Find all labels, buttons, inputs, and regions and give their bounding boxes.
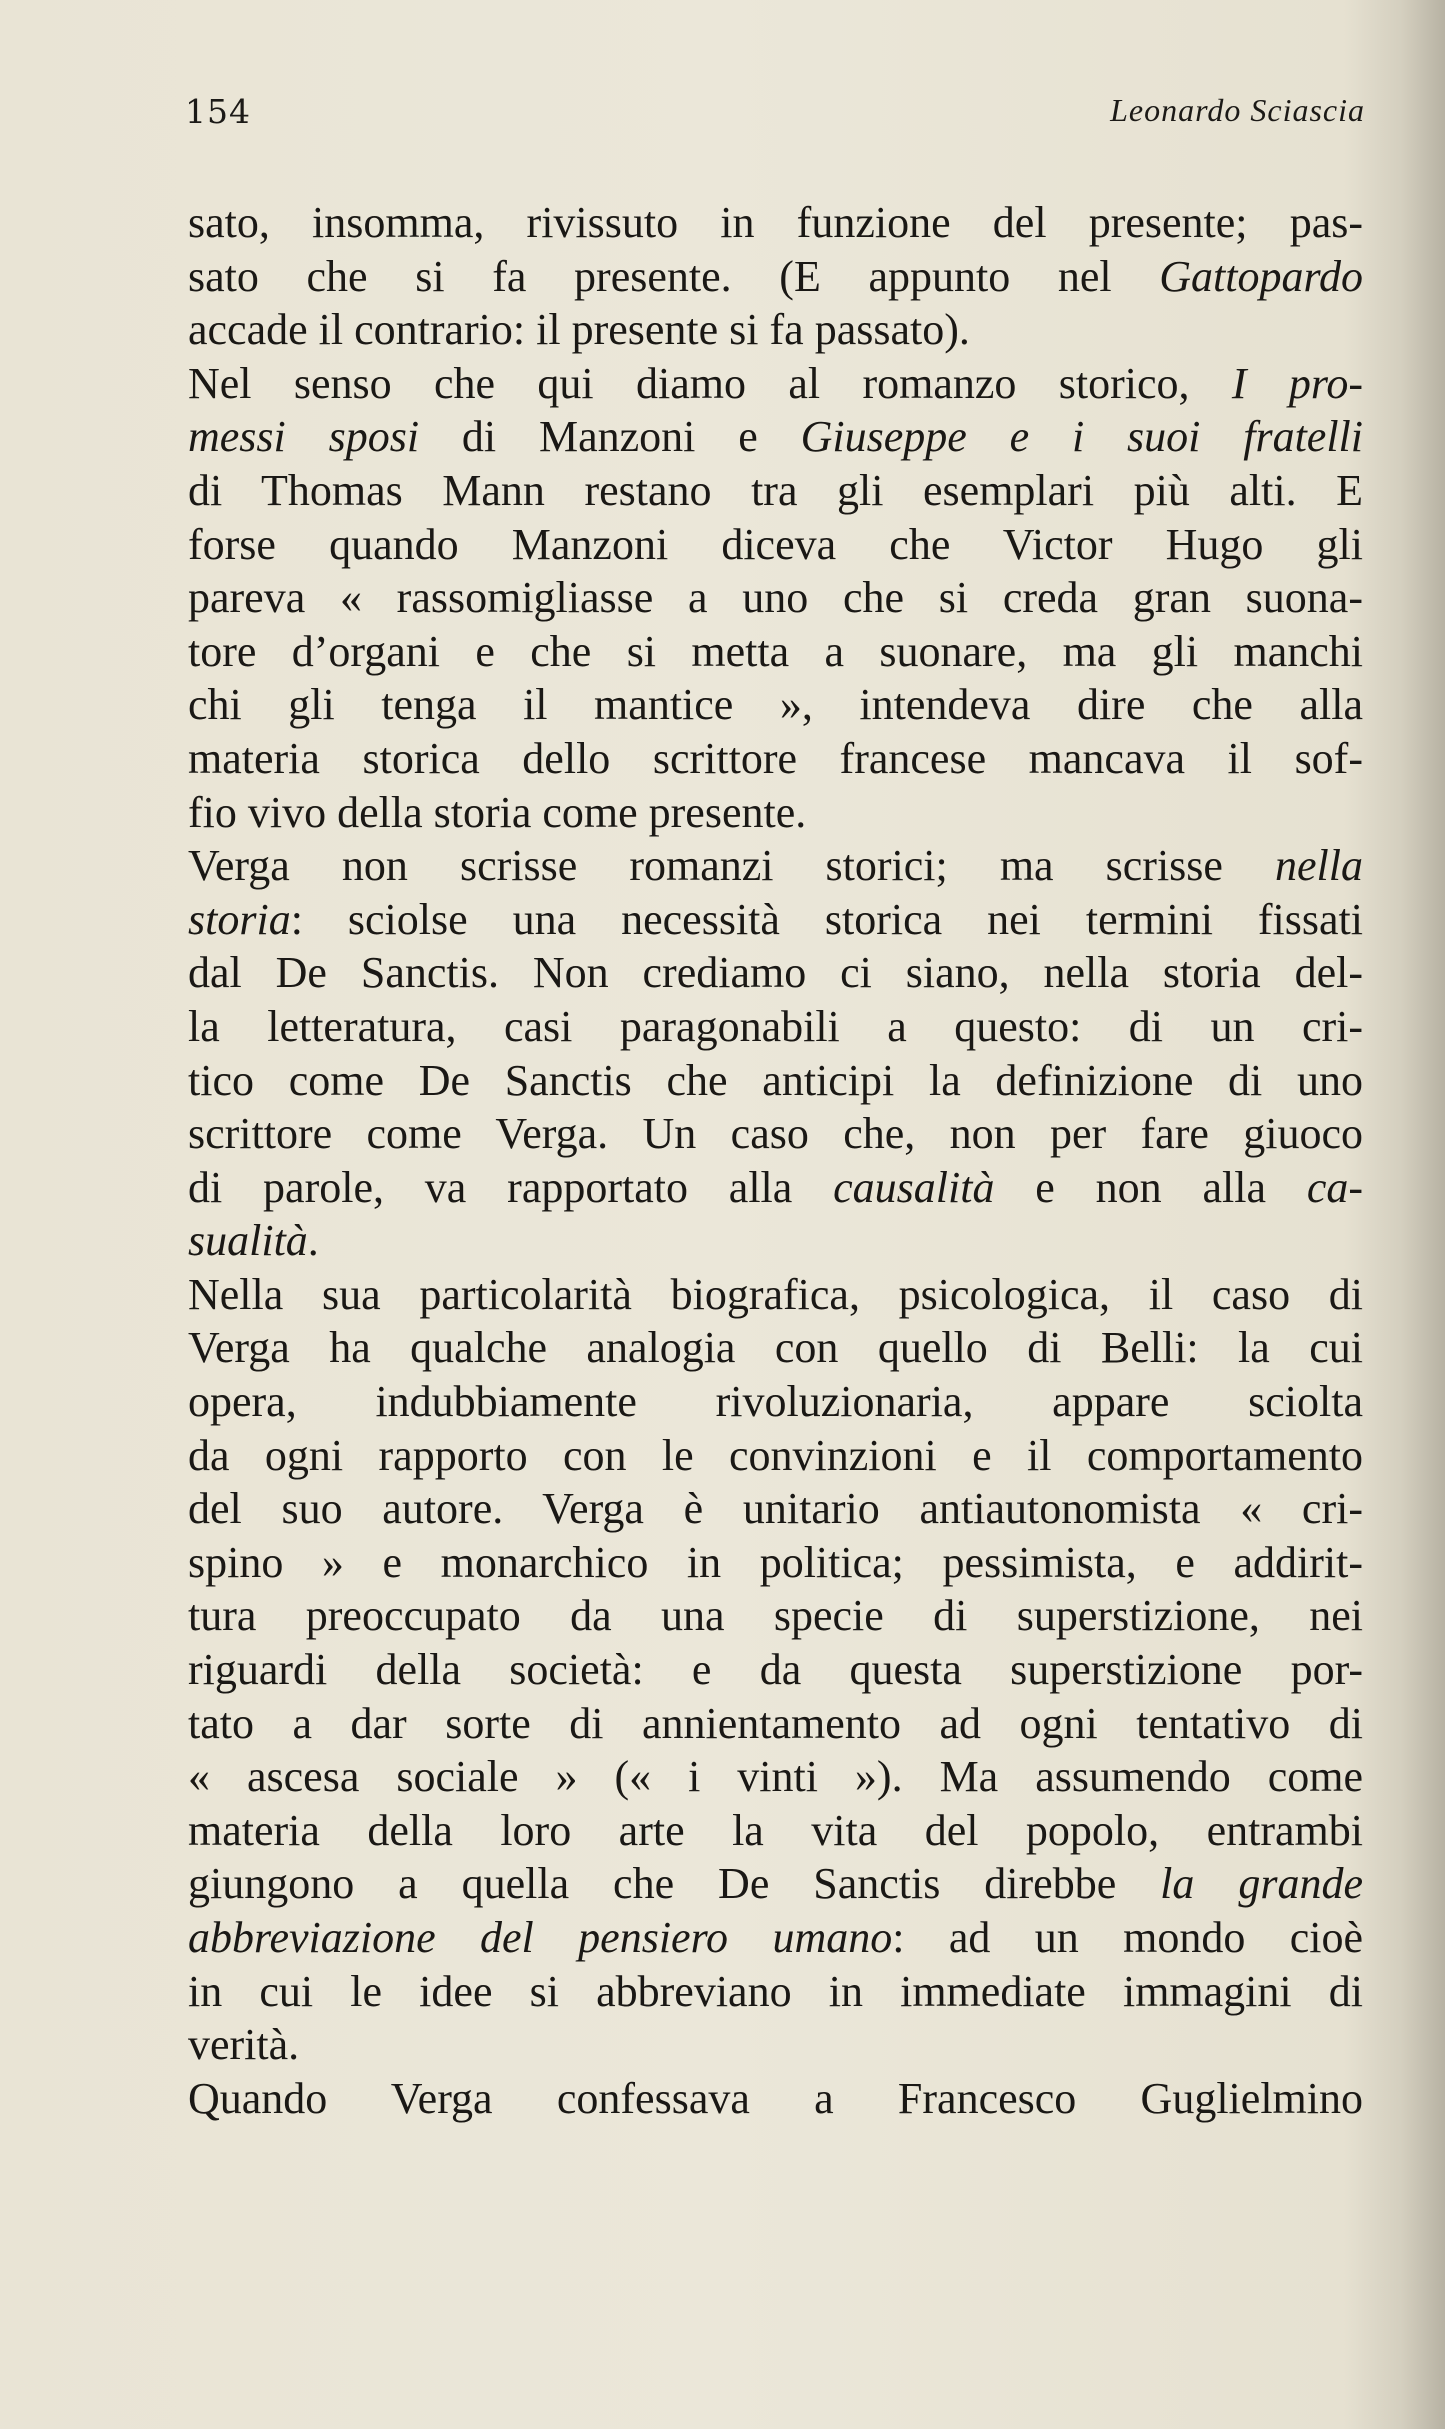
text-segment: chi gli tenga il mantice », intendeva dire che alla — [188, 680, 1363, 730]
italic-text: I pro- — [1231, 358, 1363, 408]
text-segment: di Thomas Mann restano tra gli esemplari più alti. E — [188, 465, 1363, 515]
text-segment: accade il contrario: il presente si fa passato). — [188, 305, 970, 355]
text-segment: giungono a quella che De Sanctis direbbe — [188, 1859, 1161, 1909]
text-segment: da ogni rapporto con le convinzioni e il comportamento — [188, 1430, 1363, 1480]
line-28 — [188, 1643, 1363, 1697]
line-05 — [188, 410, 1363, 464]
line-36 — [188, 2072, 1363, 2126]
line-33 — [188, 1911, 1363, 1965]
text-segment: di Manzoni e — [419, 412, 801, 462]
italic-text: causalità — [833, 1162, 995, 1212]
italic-text: la grande — [1160, 1859, 1363, 1909]
text-segment: Verga ha qualche analogia con quello di Belli: la cui — [188, 1323, 1363, 1373]
line-09 — [188, 625, 1363, 679]
text-segment: verità. — [188, 2020, 300, 2070]
text-segment: riguardi della società: e da questa superstizione por- — [188, 1645, 1363, 1695]
line-02 — [188, 250, 1363, 304]
italic-text: messi sposi — [188, 412, 420, 462]
line-20 — [188, 1214, 1363, 1268]
text-segment: Nella sua particolarità biografica, psicologica, il caso di — [188, 1269, 1363, 1319]
running-head: Leonardo Sciascia — [1110, 92, 1365, 128]
text-segment: spino » e monarchico in politica; pessimista, e addirit- — [188, 1537, 1363, 1587]
line-29 — [188, 1697, 1363, 1751]
line-22 — [188, 1321, 1363, 1375]
italic-text: storia — [188, 894, 291, 944]
line-03 — [188, 303, 1363, 357]
line-08 — [188, 571, 1363, 625]
text-segment: in cui le idee si abbreviano in immediate immagini di — [188, 1966, 1363, 2016]
text-segment: Quando Verga confessava a Francesco Guglielmino — [188, 2073, 1363, 2123]
line-07 — [188, 518, 1363, 572]
line-23 — [188, 1375, 1363, 1429]
line-24 — [188, 1429, 1363, 1483]
italic-text: nella — [1275, 841, 1363, 891]
line-16 — [188, 1000, 1363, 1054]
text-segment: sato, insomma, rivissuto in funzione del presente; pas- — [188, 198, 1363, 247]
line-35 — [188, 2018, 1363, 2072]
text-segment: : sciolse una necessità storica nei termini fissati — [290, 894, 1363, 944]
line-32 — [188, 1857, 1363, 1911]
text-segment: Verga non scrisse romanzi storici; ma scrisse — [188, 841, 1276, 891]
page-number: 154 — [185, 92, 251, 131]
line-04 — [188, 357, 1363, 411]
line-14 — [188, 893, 1363, 947]
text-segment: fio vivo della storia come presente. — [188, 787, 807, 837]
line-21 — [188, 1268, 1363, 1322]
line-15 — [188, 946, 1363, 1000]
text-segment: tato a dar sorte di annientamento ad ogni tentativo di — [188, 1698, 1363, 1748]
text-segment: di parole, va rapportato alla — [188, 1162, 834, 1212]
italic-text: abbreviazione del pensiero umano — [188, 1913, 893, 1962]
line-06 — [188, 464, 1363, 518]
text-segment: scrittore come Verga. Un caso che, non per fare giuoco — [188, 1109, 1363, 1159]
line-17 — [188, 1054, 1363, 1108]
italic-text: ca- — [1306, 1162, 1363, 1212]
italic-text: Gattopardo — [1159, 251, 1363, 301]
text-segment: : ad un mondo cioè — [892, 1913, 1363, 1962]
text-segment: Nel senso che qui diamo al romanzo storico, — [188, 358, 1232, 408]
italic-text: sualità — [188, 1216, 308, 1266]
line-19 — [188, 1161, 1363, 1215]
text-segment: materia storica dello scrittore francese mancava il sof- — [188, 733, 1363, 783]
line-25 — [188, 1482, 1363, 1536]
text-segment: e non alla — [994, 1162, 1307, 1212]
body-text — [188, 196, 1363, 2125]
text-segment: materia della loro arte la vita del popolo, entrambi — [188, 1805, 1363, 1855]
text-segment: tico come De Sanctis che anticipi la definizione di uno — [188, 1055, 1363, 1105]
line-13 — [188, 839, 1363, 893]
line-11 — [188, 732, 1363, 786]
text-segment: opera, indubbiamente rivoluzionaria, appare sciolta — [188, 1377, 1363, 1427]
line-01 — [188, 196, 1363, 250]
line-31 — [188, 1804, 1363, 1858]
line-34 — [188, 1965, 1363, 2019]
text-segment: « ascesa sociale » (« i vinti »). Ma assumendo come — [188, 1752, 1363, 1802]
text-segment: . — [307, 1216, 319, 1266]
text-segment: sato che si fa presente. (E appunto nel — [188, 251, 1160, 301]
page-header — [185, 92, 1365, 152]
line-12 — [188, 786, 1363, 840]
text-segment: forse quando Manzoni diceva che Victor Hugo gli — [188, 519, 1363, 569]
italic-text: Giuseppe e i suoi fratelli — [800, 412, 1364, 462]
line-10 — [188, 678, 1363, 732]
text-segment: tore d’organi e che si metta a suonare, ma gli manchi — [188, 626, 1363, 676]
text-segment: del suo autore. Verga è unitario antiautonomista « cri- — [188, 1484, 1363, 1534]
line-27 — [188, 1589, 1363, 1643]
line-30 — [188, 1750, 1363, 1804]
line-26 — [188, 1536, 1363, 1590]
text-segment: pareva « rassomigliasse a uno che si creda gran suona- — [188, 573, 1363, 623]
text-segment: dal De Sanctis. Non crediamo ci siano, nella storia del- — [188, 948, 1363, 998]
text-segment: la letteratura, casi paragonabili a questo: di un cri- — [188, 1001, 1363, 1051]
line-18 — [188, 1107, 1363, 1161]
text-segment: tura preoccupato da una specie di superstizione, nei — [188, 1591, 1363, 1641]
